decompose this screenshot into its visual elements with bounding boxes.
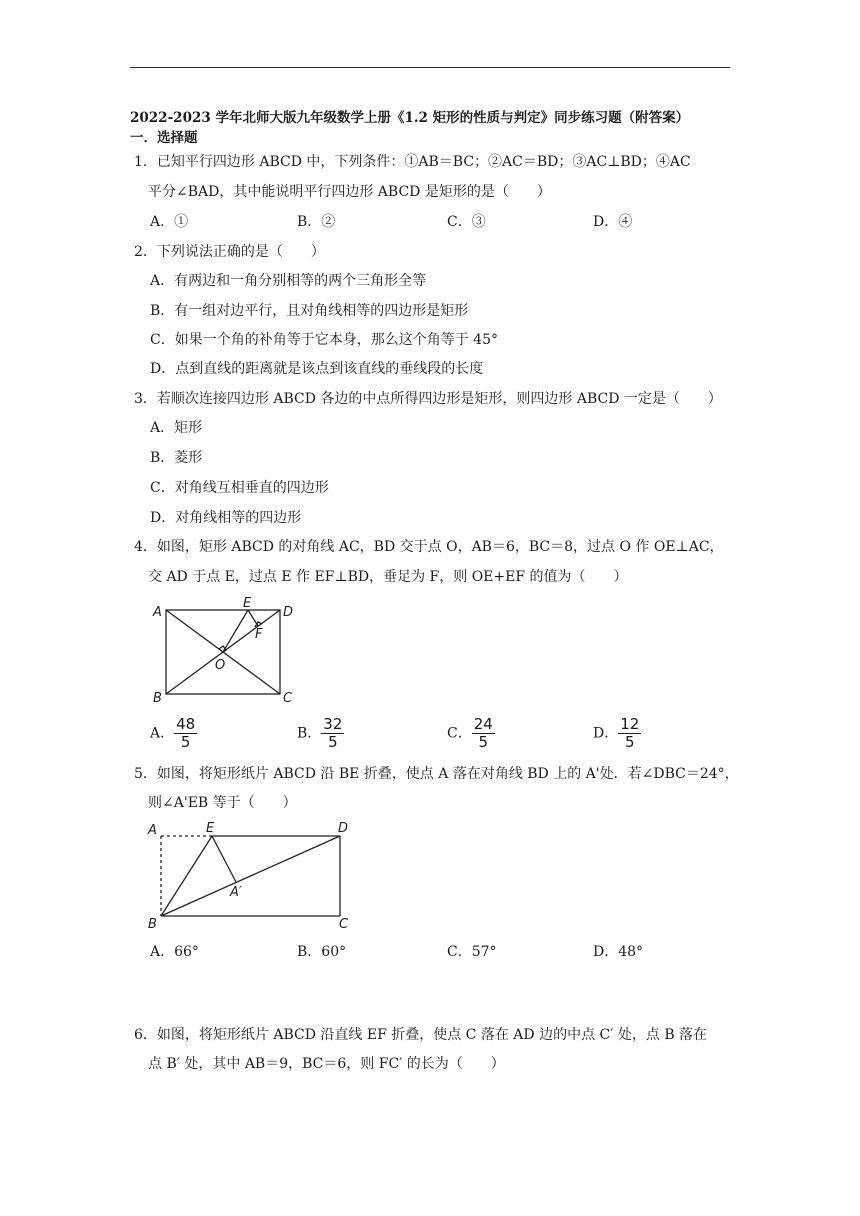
q5-label-d: D	[338, 821, 349, 836]
section-heading: 一．选择题	[130, 130, 198, 146]
q1-option-d: D．④	[593, 214, 633, 230]
q5-label-b: B	[148, 917, 157, 932]
q4-figure	[146, 596, 306, 708]
q4-option-a-fraction	[174, 716, 197, 751]
q5-option-d: D．48°	[593, 944, 644, 960]
q3-option-a: A．矩形	[150, 420, 203, 436]
q1-line2: 平分∠BAD，其中能说明平行四边形 ABCD 是矩形的是（ ）	[148, 184, 551, 200]
q4-option-b-fraction	[321, 716, 344, 751]
q4-option-d-fraction	[618, 716, 641, 751]
q5-label-c: C	[339, 917, 349, 932]
q5-segment-ea	[212, 836, 236, 882]
q4-option-c-numerator: 24	[473, 715, 493, 733]
q5-line1: 5．如图，将矩形纸片 ABCD 沿 BE 折叠，使点 A 落在对角线 BD 上的 A'处．若∠DBC＝24°，	[134, 766, 739, 782]
q2-option-b: B．有一组对边平行，且对角线相等的四边形是矩形	[150, 303, 469, 319]
q1-line1: 1．已知平行四边形 ABCD 中，下列条件：①AB＝BC；②AC＝BD；③AC⊥BD；④AC	[134, 154, 691, 170]
q4-option-b	[297, 716, 344, 751]
q3-option-b: B．菱形	[150, 450, 203, 466]
q1-option-b: B．②	[297, 214, 336, 230]
q4-label-b: B	[153, 691, 162, 706]
q4-label-a: A	[153, 605, 162, 620]
q4-option-a-numerator: 48	[176, 715, 196, 733]
q3-line1: 3．若顺次连接四边形 ABCD 各边的中点所得四边形是矩形，则四边形 ABCD 一定是（ ）	[134, 391, 722, 407]
q3-option-d: D．对角线相等的四边形	[150, 510, 302, 526]
q5-option-c: C．57°	[447, 944, 497, 960]
q6-line1: 6．如图，将矩形纸片 ABCD 沿直线 EF 折叠，使点 C 落在 AD 边的中点 C′ 处，点 B 落在	[134, 1027, 708, 1043]
q4-label-c: C	[283, 691, 293, 706]
q5-diagonal-bd	[161, 836, 340, 916]
q2-option-a: A．有两边和一角分别相等的两个三角形全等	[150, 273, 427, 289]
q4-option-b-denominator: 5	[328, 733, 338, 751]
q5-option-a: A．66°	[150, 944, 199, 960]
q4-option-a-letter: A．	[150, 725, 175, 742]
q4-label-f: F	[255, 627, 263, 642]
q4-option-d-letter: D．	[593, 725, 619, 742]
q4-label-o: O	[215, 658, 226, 673]
q4-segment-oe	[223, 610, 248, 652]
document-title: 2022-2023 学年北师大版九年级数学上册《1.2 矩形的性质与判定》同步练习题（附答案）	[130, 110, 690, 126]
header-rule	[130, 67, 730, 68]
q4-option-d-numerator: 12	[620, 715, 640, 733]
q5-label-a-prime: A′	[230, 885, 242, 900]
q6-line2: 点 B′ 处，其中 AB＝9，BC＝6，则 FC′ 的长为（ ）	[148, 1056, 505, 1072]
q4-option-b-numerator: 32	[323, 715, 343, 733]
q4-option-d	[593, 716, 641, 751]
q4-option-c-fraction	[472, 716, 495, 751]
q1-option-a: A．①	[150, 214, 189, 230]
q2-option-d: D．点到直线的距离就是该点到该直线的垂线段的长度	[150, 361, 484, 377]
q5-label-e: E	[206, 821, 215, 836]
q4-option-c-denominator: 5	[478, 733, 489, 751]
q4-label-d: D	[283, 605, 294, 620]
q2-line1: 2．下列说法正确的是（ ）	[134, 244, 325, 260]
q4-line1: 4．如图，矩形 ABCD 的对角线 AC，BD 交于点 O，AB＝6，BC＝8，过点 O 作 OE⊥AC，	[134, 539, 724, 555]
q4-option-c-letter: C．	[447, 725, 472, 742]
q2-option-c: C．如果一个角的补角等于它本身，那么这个角等于 45°	[150, 332, 498, 348]
q5-line2: 则∠A'EB 等于（ ）	[148, 795, 297, 811]
q4-option-a	[150, 716, 197, 751]
q3-option-c: C．对角线互相垂直的四边形	[150, 480, 329, 496]
q4-option-d-denominator: 5	[625, 733, 635, 751]
q5-option-b: B．60°	[297, 944, 347, 960]
q4-label-e: E	[243, 596, 252, 611]
q4-option-c	[447, 716, 495, 751]
q4-option-a-denominator: 5	[180, 733, 191, 751]
q5-label-a: A	[148, 823, 157, 838]
q4-option-b-letter: B．	[297, 725, 322, 742]
q1-option-c: C．③	[447, 214, 486, 230]
q4-line2: 交 AD 于点 E，过点 E 作 EF⊥BD，垂足为 F，则 OE+EF 的值为（ ）	[148, 569, 628, 585]
q5-figure	[144, 818, 364, 934]
